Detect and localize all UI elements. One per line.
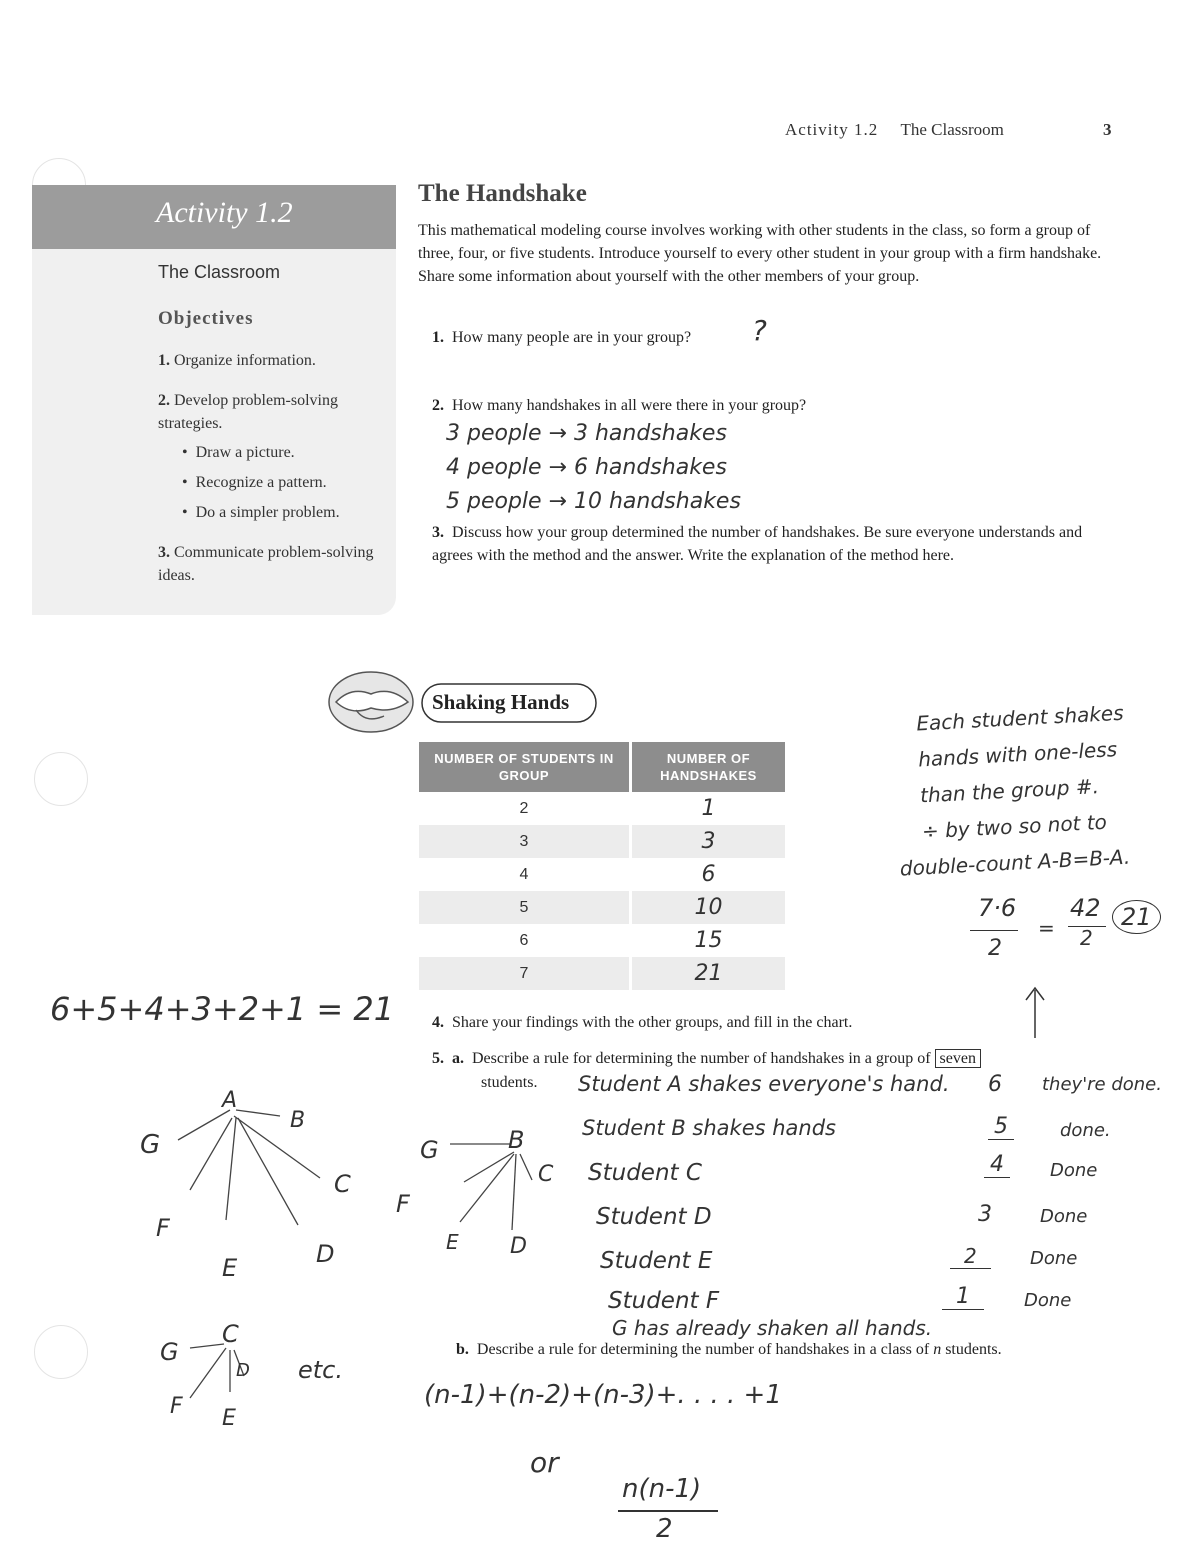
count-value: 4	[984, 1152, 1010, 1178]
question-5b: b. Describe a rule for determining the number of handshakes in a class of n students.	[456, 1341, 1002, 1358]
formula-bar	[970, 930, 1018, 931]
count-value: 1	[942, 1284, 984, 1310]
node-label: G	[140, 1130, 161, 1160]
intro-paragraph: This mathematical modeling course involves working with other students in the class, so form a group of three, four, or five students. Introduce yourself to every other student in your group with a firm handshake. Share some information about yourself with the other members of your group.	[418, 222, 1102, 285]
or-label: or	[530, 1446, 559, 1479]
table-row: 3 3	[419, 825, 785, 858]
objective-item: 3. Communicate problem-solving ideas.	[158, 544, 374, 584]
closed-form-numerator: n(n-1)	[622, 1474, 702, 1504]
student-line: Student A shakes everyone's hand.	[578, 1072, 950, 1096]
node-label: E	[222, 1406, 236, 1431]
formula-equals: =	[1038, 916, 1055, 940]
student-line: Student E	[600, 1248, 713, 1274]
node-label: G	[420, 1136, 439, 1164]
table-header-handshakes: NUMBER OF HANDSHAKES	[632, 742, 785, 792]
node-label: F	[396, 1190, 410, 1218]
question-1: 1. How many people are in your group?	[432, 329, 692, 346]
node-label: E	[222, 1254, 238, 1282]
etc-note: etc.	[298, 1356, 343, 1384]
sidebar-subtitle: The Classroom	[158, 262, 281, 282]
arrow-up-icon	[1020, 984, 1050, 1040]
node-label: F	[156, 1214, 170, 1242]
handshake-table	[419, 742, 787, 990]
status-note: Done	[1050, 1160, 1098, 1181]
objective-bullet: • Do a simpler problem.	[182, 504, 340, 521]
student-line: G has already shaken all hands.	[612, 1316, 933, 1340]
formula-numerator: 7·6	[978, 894, 1017, 922]
student-line: Student C	[588, 1160, 702, 1186]
node-label: B	[290, 1108, 306, 1133]
status-note: done.	[1060, 1120, 1111, 1141]
node-label: E	[446, 1230, 459, 1254]
table-header-students: NUMBER OF STUDENTS IN GROUP	[419, 742, 629, 792]
q2-answer-line: 3 people → 3 handshakes	[446, 421, 727, 446]
question-5a-end: students.	[481, 1074, 538, 1091]
node-label: G	[160, 1338, 179, 1366]
objective-bullet: • Draw a picture.	[182, 444, 295, 461]
page-number: 3	[1103, 120, 1112, 139]
question-4: 4. Share your findings with the other groups, and fill in the chart.	[432, 1014, 853, 1031]
node-label: F	[170, 1394, 183, 1419]
q2-answer-line: 5 people → 10 handshakes	[446, 489, 741, 514]
question-2: 2. How many handshakes in all were there in your group?	[432, 397, 807, 414]
question-5a: 5. a. Describe a rule for determining the number of handshakes in a group of seven	[432, 1047, 1112, 1070]
node-label: C	[222, 1320, 239, 1348]
table-row: 4 6	[419, 858, 785, 891]
node-label: B	[508, 1126, 525, 1154]
handwritten-explanation: Each student shakes hands with one-less than the group #. ÷ by two so not to double-count A-B=B-A.	[899, 700, 1131, 881]
table-row: 7 21	[419, 957, 785, 990]
status-note: Done	[1024, 1290, 1072, 1311]
q2-answer-line: 4 people → 6 handshakes	[446, 455, 727, 480]
count-value: 3	[978, 1202, 992, 1227]
closed-form-bar	[618, 1510, 718, 1512]
status-note: they're done.	[1042, 1074, 1162, 1095]
table-row: 5 10	[419, 891, 785, 924]
formula-result: 21	[1112, 900, 1161, 934]
handshake-icon	[336, 691, 408, 711]
node-label: D	[510, 1234, 527, 1259]
question-3: 3. Discuss how your group determined the number of handshakes. Be sure everyone understands and agrees with the method and the answer. Write the explanation of the method here.	[432, 524, 1083, 564]
sidebar-activity-label: Activity 1.2	[156, 196, 293, 229]
shaking-hands-title: Shaking Hands	[432, 690, 570, 714]
count-value: 2	[950, 1244, 991, 1269]
handwritten-sum: 6+5+4+3+2+1 = 21	[50, 990, 395, 1028]
q1-answer: ?	[752, 314, 767, 347]
objectives-heading: Objectives	[158, 308, 254, 329]
student-line: Student F	[608, 1288, 720, 1314]
formula-product: 42	[1070, 894, 1101, 922]
formula-denominator: 2	[988, 936, 1002, 961]
table-row: 2 1	[419, 792, 785, 825]
objective-item: 2. Develop problem-solving strategies.	[158, 392, 338, 432]
formula-denominator: 2	[1080, 926, 1093, 950]
node-label: C	[538, 1162, 554, 1187]
status-note: Done	[1030, 1248, 1078, 1269]
highlight-seven: seven	[935, 1049, 981, 1068]
punch-hole-bottom	[34, 1325, 88, 1379]
node-label: A	[222, 1088, 238, 1113]
node-label: D	[236, 1360, 250, 1381]
objective-item: 1. Organize information.	[158, 352, 316, 369]
status-note: Done	[1040, 1206, 1088, 1227]
header-title: The Classroom	[900, 120, 1004, 139]
table-row: 6 15	[419, 924, 785, 957]
node-label: C	[334, 1170, 351, 1198]
header-activity: Activity 1.2	[785, 120, 879, 139]
closed-form-denominator: 2	[656, 1514, 673, 1544]
objective-bullet: • Recognize a pattern.	[182, 474, 327, 491]
punch-hole-middle	[34, 752, 88, 806]
section-title: The Handshake	[418, 180, 587, 207]
node-label: D	[316, 1240, 335, 1268]
count-value: 5	[988, 1114, 1014, 1140]
general-sum: (n-1)+(n-2)+(n-3)+. . . . +1	[424, 1380, 782, 1410]
student-line: Student B shakes hands	[582, 1116, 836, 1140]
running-header	[785, 120, 1112, 140]
student-line: Student D	[596, 1204, 712, 1230]
count-value: 6	[988, 1072, 1002, 1097]
